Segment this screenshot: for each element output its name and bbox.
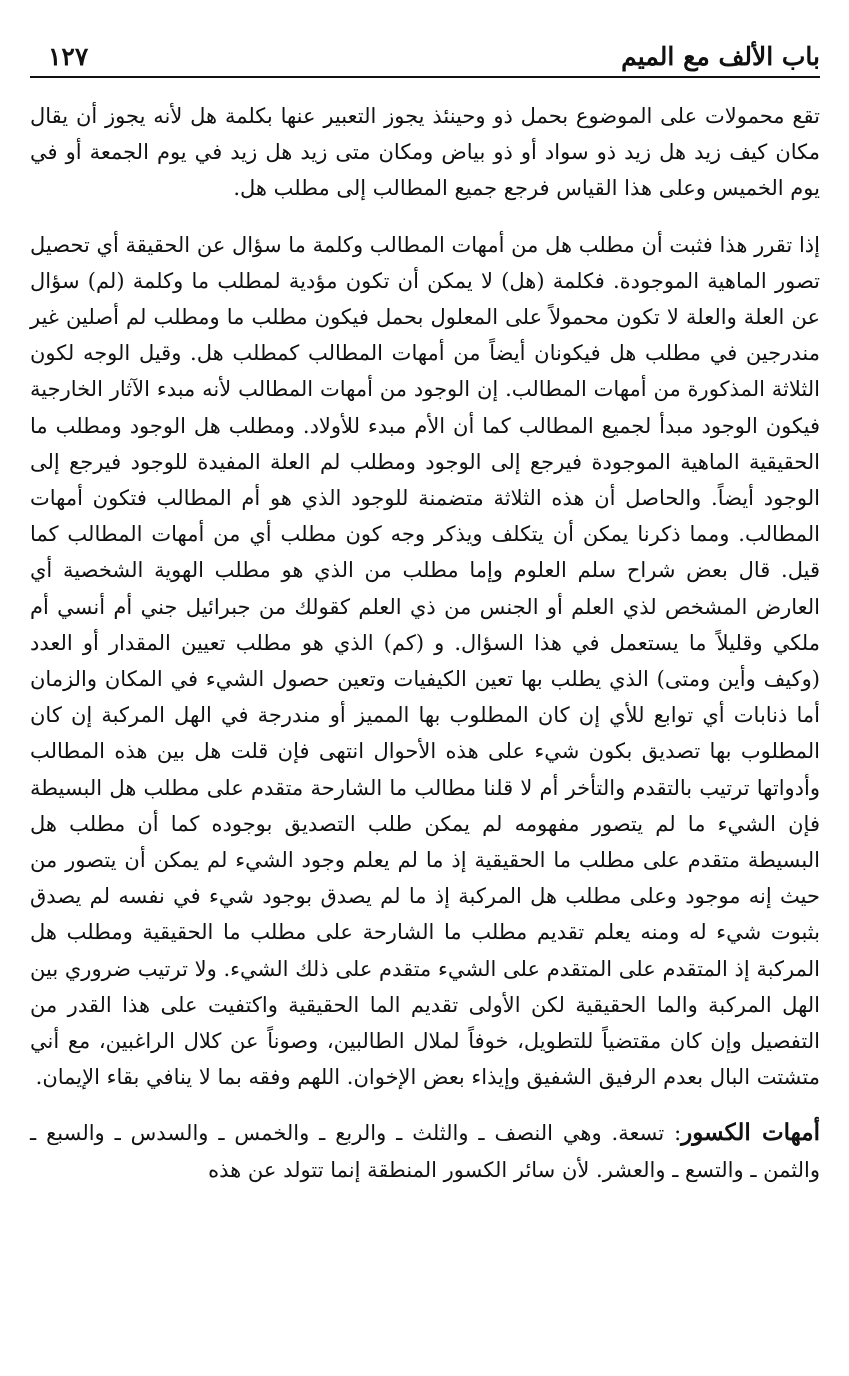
running-header <box>30 30 820 78</box>
paragraph-entry <box>30 1115 820 1187</box>
page-number: ١٢٧ <box>48 42 89 71</box>
chapter-title: باب الألف مع الميم <box>621 42 820 71</box>
paragraph-main: إذا تقرر هذا فثبت أن مطلب هل من أمهات المطالب وكلمة ما سؤال عن الحقيقة أي تحصيل تصور الماهية الموجودة. فكلمة (هل) لا يمكن أن تكون مؤدية لمطلب ما وكلمة (لم) سؤال عن العلة والعلة لا تكون محمولاً على المعلول بحمل فيكون مطلب ما ومطلب لم أصلين غير مندرجين في مطلب هل فيكونان أيضاً من أمهات المطالب كمطلب هل. وقيل الوجه لكون الثلاثة المذكورة من أمهات المطالب. إن الوجود من أمهات المطالب لأنه مبدء الآثار الخارجية فيكون الوجود مبدأ لجميع المطالب كما أن الأم مبدء للأولاد. ومطلب هل الوجود ومطلب ما الحقيقية الماهية الموجودة فيرجع إلى الوجود ومطلب لم العلة المفيدة للوجود فيرجع إلى الوجود أيضاً. والحاصل أن هذه الثلاثة متضمنة للوجود الذي هو أم المطالب فتكون أمهات المطالب. ومما ذكرنا يمكن أن يتكلف ويذكر وجه كون مطلب أي من أمهات المطالب كما قيل. قال بعض شراح سلم العلوم وإما مطلب من الذي هو مطلب الهوية الشخصية أي العارض المشخص لذي العلم أو الجنس من ذي العلم كقولك من جبرائيل جني أم أنسي أم ملكي وقليلاً ما يستعمل في هذا السؤال. و (كم) الذي هو مطلب تعيين المقدار أو العدد (وكيف وأين ومتى) الذي يطلب بها تعين الكيفيات وتعين حصول الشيء في المكان والزمان أما ذنابات أي توابع للأي إن كان المطلوب بها المميز أو مندرجة في الهل المركبة إن كان المطلوب بها تصديق بكون شيء على هذه الأحوال انتهى فإن قلت هل بين هذه المطالب وأدواتها ترتيب بالتقدم والتأخر أم لا قلنا مطالب ما الشارحة متقدم على مطلب هل البسيطة فإن الشيء ما لم يتصور مفهومه لم يمكن طلب التصديق بوجوده كما أن مطلب هل البسيطة متقدم على مطلب ما الحقيقية إذ ما لم يعلم وجود الشيء لم يمكن أن يتصور من حيث إنه موجود وعلى مطلب هل المركبة إذ ما لم يصدق بوجود شيء في نفسه لم يصدق بثبوت شيء له ومنه يعلم تقديم مطلب ما الشارحة على مطلب ما الحقيقية ومطلب هل المركبة إذ المتقدم على المتقدم على الشيء متقدم على ذلك الشيء. ولا ترتيب ضروري بين الهل المركبة والما الحقيقية لكن الأولى تقديم الما الحقيقية واكتفيت على هذا القدر من التفصيل وإن كان مقتضياً للتطويل، خوفاً لملال الطالبين، وصوناً عن كلال الراغبين، مع أني متشتت البال بعدم الرفيق الشفيق وإيذاء بعض الإخوان. اللهم وفقه بما لا ينافي بقاء الإيمان. <box>30 232 821 1090</box>
paragraph-continuation: تقع محمولات على الموضوع بحمل ذو وحينئذ يجوز التعبير عنها بكلمة هل لأنه يجوز أن يقال مكان كيف زيد هل زيد ذو سواد أو ذو بياض ومكان متى زيد هل زيد في يوم الجمعة أو في يوم الخميس وعلى هذا القياس فرجع جميع المطالب إلى مطلب هل. <box>30 104 820 201</box>
entry-term: أمهات الكسور <box>681 1119 820 1147</box>
book-page <box>30 30 820 1350</box>
entry-body: : تسعة. وهي النصف ـ والثلث ـ والربع ـ والخمس ـ والسدس ـ والسبع ـ والثمن ـ والتسع ـ والعشر. لأن سائر الكسور المنطقة إنما تتولد عن هذه <box>30 1121 820 1182</box>
